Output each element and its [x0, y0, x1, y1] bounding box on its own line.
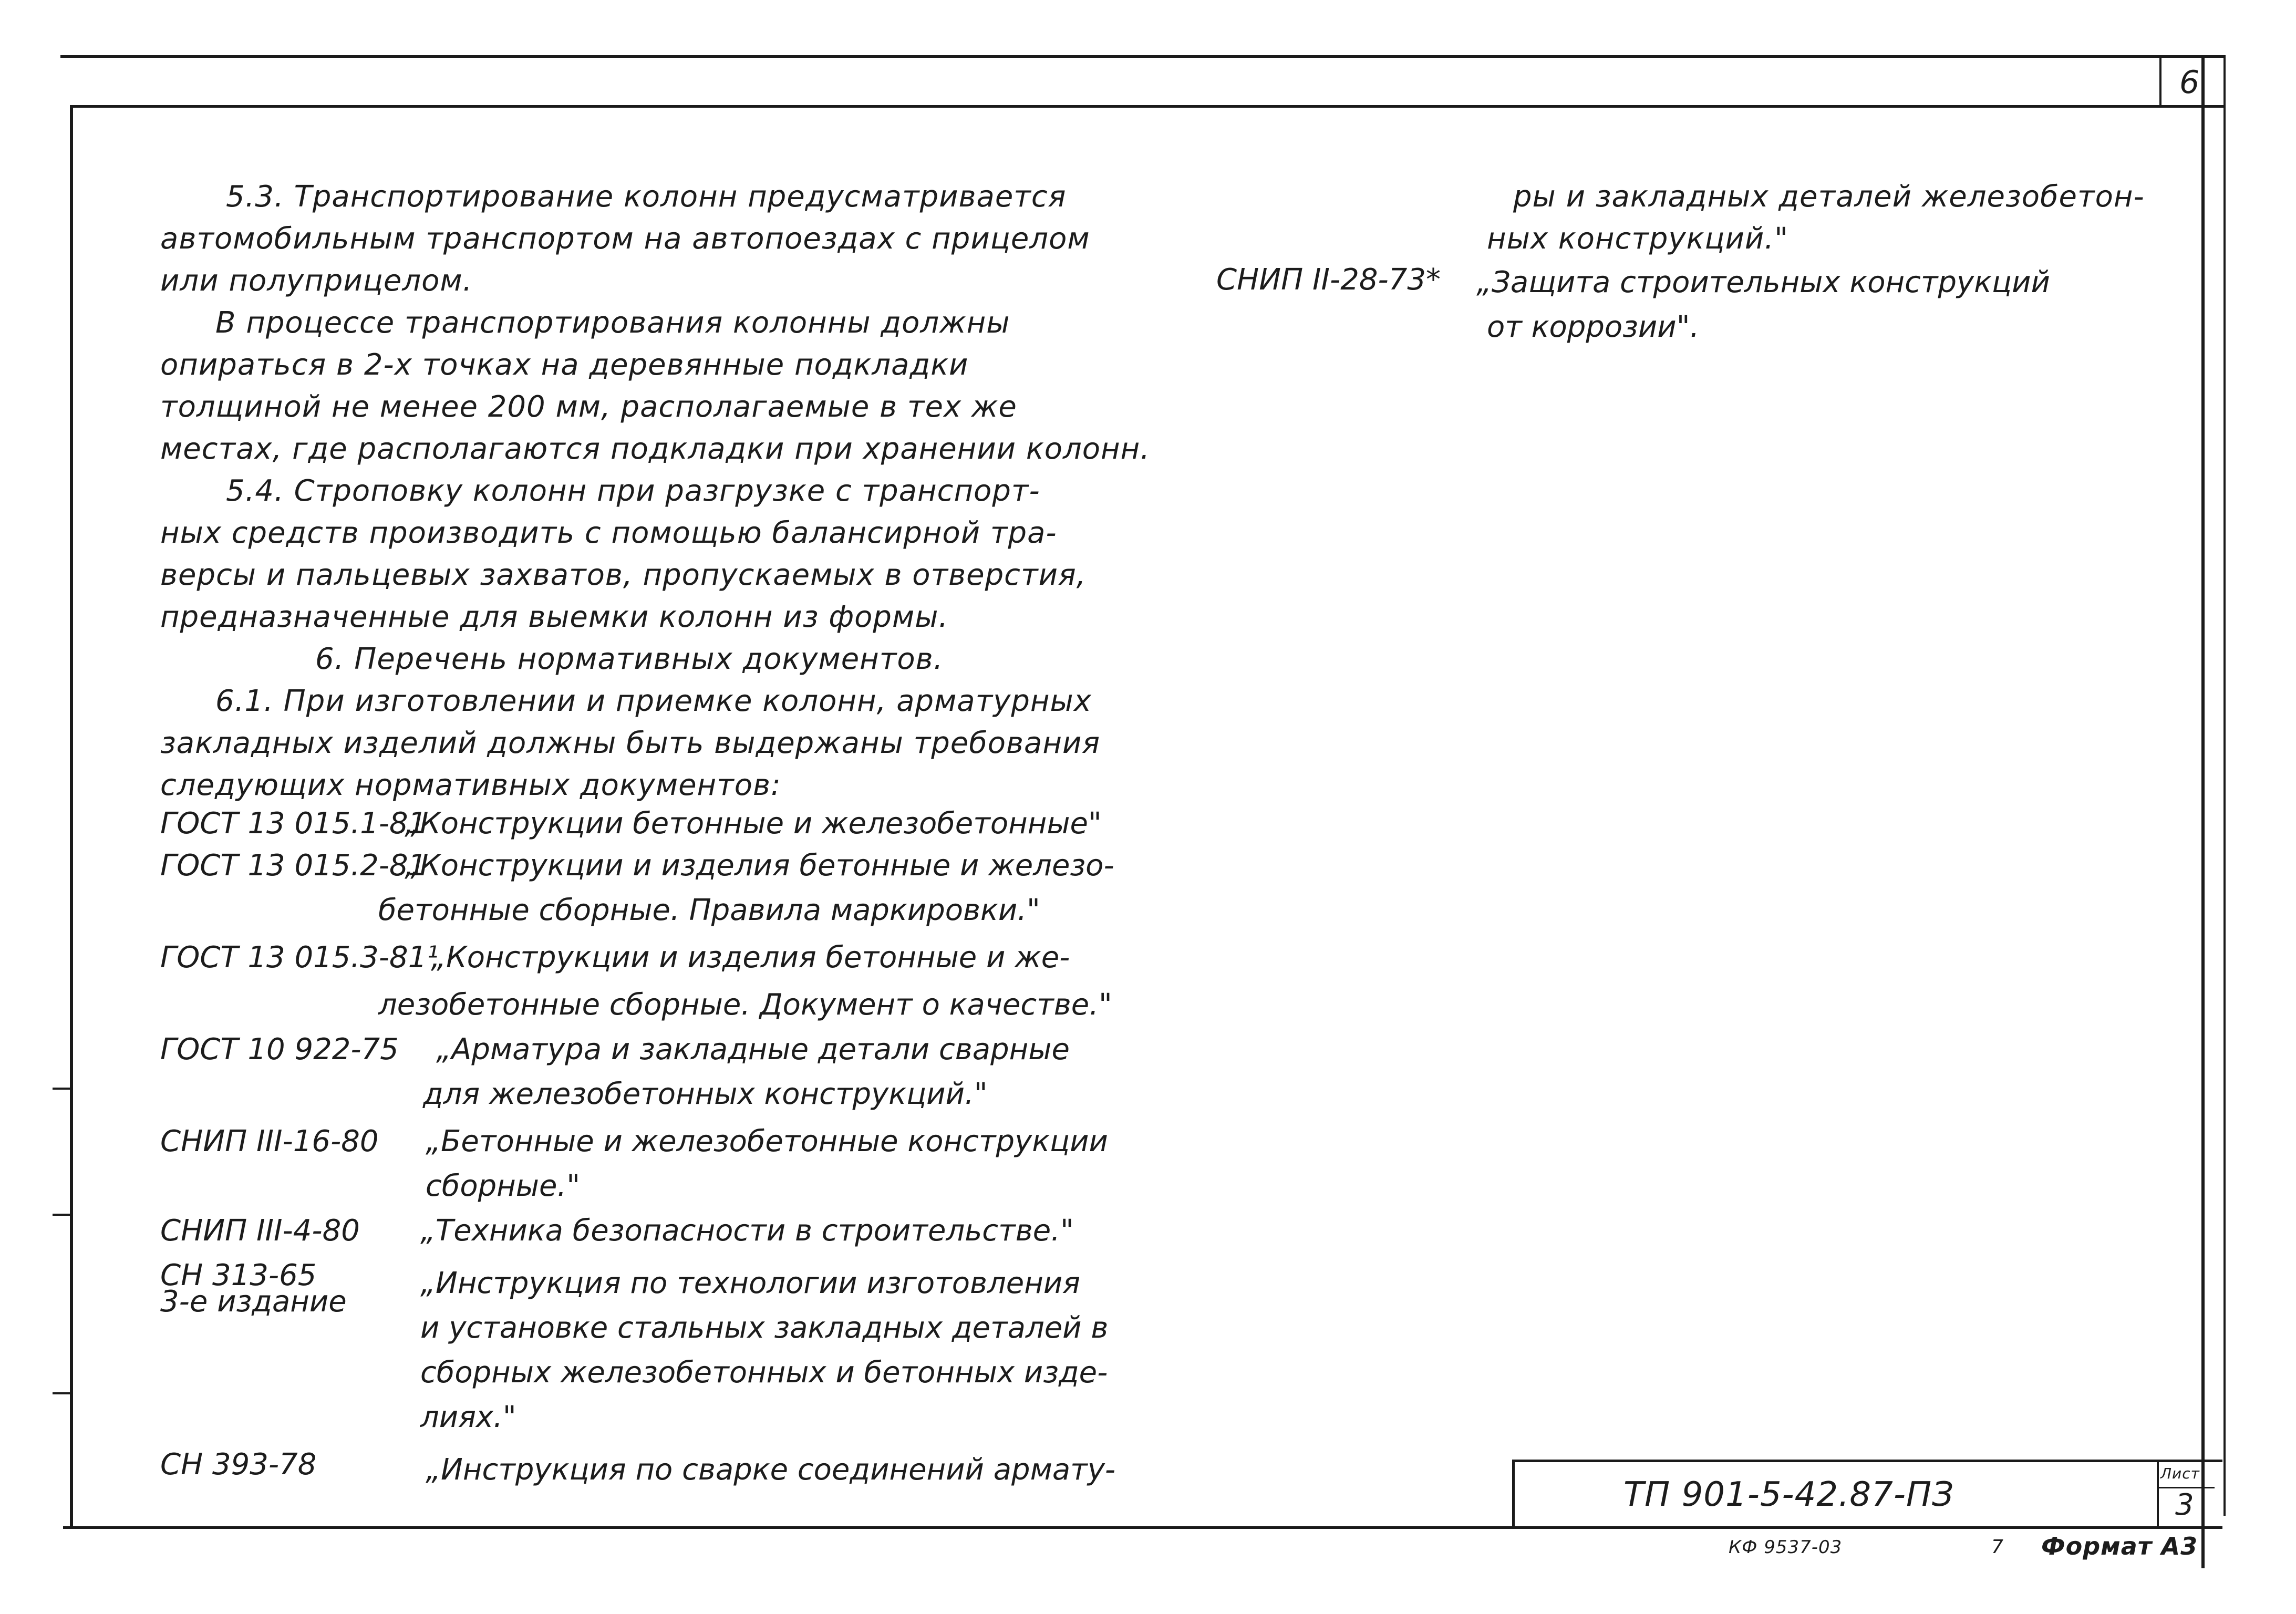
para-6-1-line-2: закладных изделий должны быть выдержаны требования — [160, 726, 1101, 760]
para-5-4-line-1: 5.4. Строповку колонн при разгрузке с транспорт- — [226, 474, 1040, 508]
para-5-3-line-3: или полуприцелом. — [160, 264, 473, 298]
ref-title: „Защита строительных конструкций — [1476, 265, 2050, 299]
ref-title: бетонные сборные. Правила маркировки." — [378, 893, 1040, 927]
para-transport-line-1: В процессе транспортирования колонны должны — [215, 306, 1010, 340]
ref-title: от коррозии". — [1487, 310, 1700, 344]
title-block-top — [1513, 1460, 2222, 1462]
ref-code: ГОСТ 13 015.3-81¹ — [160, 940, 439, 975]
ref-code: СНИП III-16-80 — [160, 1124, 379, 1158]
continuation-line-2: ных конструкций." — [1487, 222, 1788, 256]
ref-edition: 3-е издание — [160, 1285, 347, 1319]
ref-title: „Инструкция по сварке соединений армату- — [426, 1453, 1116, 1487]
para-transport-line-2: опираться в 2-х точках на деревянные подкладки — [160, 348, 969, 382]
ref-title: сборных железобетонных и бетонных изде- — [420, 1356, 1108, 1390]
ref-title: сборные." — [426, 1169, 580, 1203]
ref-title: „Конструкции и изделия бетонные и же- — [431, 940, 1070, 975]
section-6-heading: 6. Перечень нормативных документов. — [315, 642, 944, 676]
ref-title: для железобетонных конструкций." — [423, 1077, 988, 1111]
left-binding-tick-1 — [53, 1088, 73, 1090]
inventory-number: КФ 9537-03 — [1729, 1537, 1843, 1558]
para-5-3-line-2: автомобильным транспортом на автопоездах с прицелом — [160, 222, 1090, 256]
frame-left — [70, 105, 73, 1529]
ref-code: ГОСТ 13 015.2-81 — [160, 849, 427, 883]
ref-code: СН 313-65 — [160, 1258, 317, 1292]
ref-title: „Конструкции бетонные и железобетонные" — [405, 806, 1102, 841]
ref-title: „Инструкция по технологии изготовления — [420, 1266, 1080, 1300]
sheet-label: Лист — [2160, 1465, 2200, 1482]
copy-number: 7 — [1991, 1536, 2004, 1558]
left-binding-tick-3 — [53, 1392, 73, 1394]
ref-title: „Техника безопасности в строительстве." — [420, 1214, 1074, 1248]
corner-sheet-number: 6 — [2179, 64, 2200, 101]
para-5-4-line-2: ных средств производить с помощью балансирной тра- — [160, 516, 1057, 550]
para-5-3-line-1: 5.3. Транспортирование колонн предусматривается — [226, 180, 1067, 214]
frame-top — [71, 105, 2225, 108]
ref-title: лиях." — [420, 1400, 516, 1434]
para-transport-line-4: местах, где располагаются подкладки при хранении колонн. — [160, 432, 1151, 466]
ref-code: ГОСТ 13 015.1-81 — [160, 806, 427, 841]
sheet-cell-left — [2157, 1460, 2159, 1528]
frame-right-outer — [2223, 55, 2226, 1516]
continuation-line-1: ры и закладных деталей железобетон- — [1513, 180, 2145, 214]
ref-code: СНИП II-28-73* — [1216, 263, 1441, 297]
frame-bottom — [63, 1526, 2222, 1529]
document-code: ТП 901-5-42.87-ПЗ — [1623, 1475, 1954, 1514]
para-5-4-line-3: версы и пальцевых захватов, пропускаемых в отверстия, — [160, 558, 1087, 592]
ref-title: „Бетонные и железобетонные конструкции — [426, 1124, 1108, 1158]
paper-format: Формат А3 — [2041, 1532, 2198, 1560]
frame-right — [2201, 55, 2205, 1568]
left-binding-tick-2 — [53, 1214, 73, 1216]
top-outer-rule — [60, 55, 2225, 58]
ref-code: СНИП III-4-80 — [160, 1214, 360, 1248]
para-5-4-line-4: предназначенные для выемки колонн из формы. — [160, 600, 949, 634]
title-block-left — [1512, 1460, 1515, 1528]
ref-title: „Конструкции и изделия бетонные и железо- — [405, 849, 1114, 883]
ref-title: и установке стальных закладных деталей в — [420, 1311, 1109, 1345]
ref-title: „Арматура и закладные детали сварные — [436, 1032, 1070, 1067]
para-6-1-line-1: 6.1. При изготовлении и приемке колонн, арматурных — [215, 684, 1092, 718]
ref-code: ГОСТ 10 922-75 — [160, 1032, 399, 1067]
corner-box-left — [2159, 55, 2161, 106]
para-6-1-line-3: следующих нормативных документов: — [160, 768, 781, 802]
sheet-number: 3 — [2175, 1488, 2195, 1522]
ref-title: лезобетонные сборные. Документ о качестве." — [378, 988, 1112, 1022]
para-transport-line-3: толщиной не менее 200 мм, располагаемые в тех же — [160, 390, 1017, 424]
ref-code: СН 393-78 — [160, 1447, 317, 1482]
